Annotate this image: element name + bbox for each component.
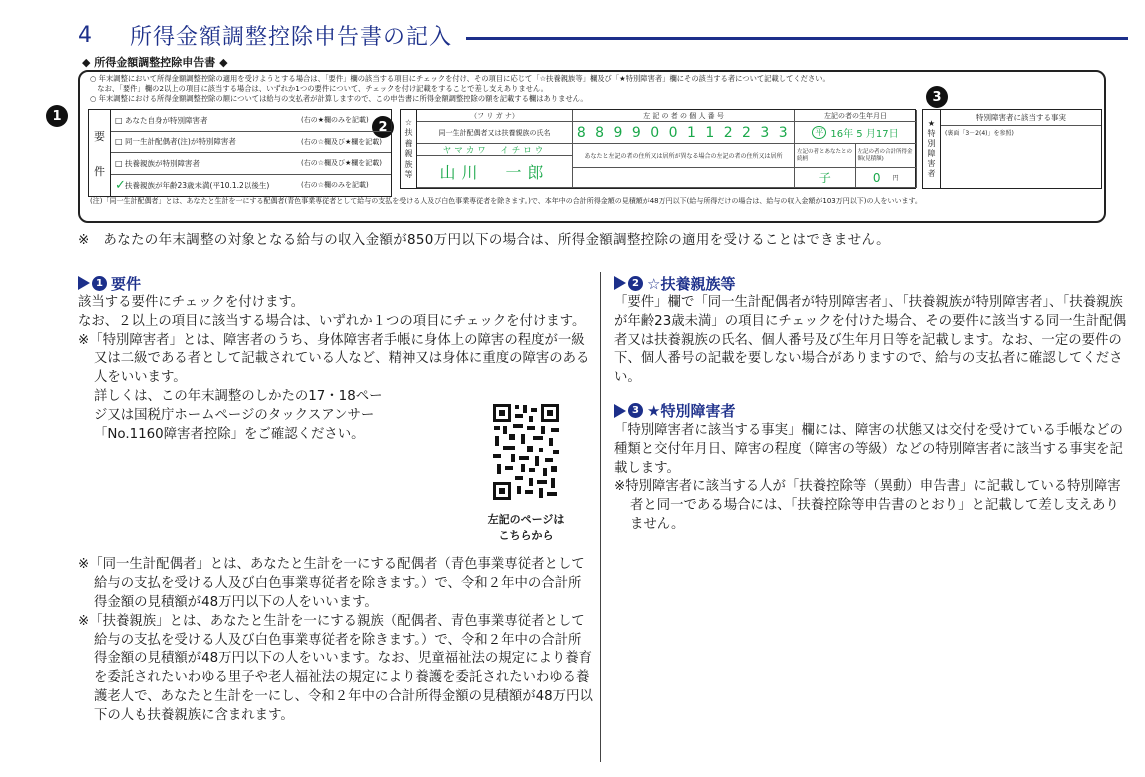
left-column [78, 272, 593, 726]
address-field[interactable] [573, 168, 795, 188]
triangle-icon [614, 404, 626, 418]
dependents-label-char: 扶 [404, 128, 413, 137]
name-header: 同一生計配偶者又は扶養親族の氏名 [417, 122, 573, 144]
dependents-label-char: 養 [404, 138, 413, 148]
requirement-row-dependent-under-23[interactable] [111, 175, 391, 197]
circle-two-icon: 2 [628, 276, 643, 291]
triangle-icon [78, 276, 90, 290]
qr-code-icon[interactable] [491, 402, 561, 502]
paragraph: 「要件」欄で「同一生計配偶者が特別障害者」、「扶養親族が特別障害者」、「扶養親族が年齢23歳未満」の項目にチェックを付けた場合、その要件に該当する同一生計配偶者又は扶養親族の氏名、個人番号及び生年月日等を記載します。なお、一定の要件の下、個人番号の記載を要しない場合がありますので、給与の支払者に確認してください。 [614, 295, 1127, 386]
checkmark-icon[interactable]: ✓ [115, 177, 126, 193]
income-cell [856, 171, 917, 185]
requirement-note: (右の☆欄及び★欄を記載) [301, 137, 383, 146]
marker-one-icon: 1 [46, 105, 68, 127]
income-value: 0 [872, 170, 881, 185]
address-header: あなたと左記の者の住所又は居所が異なる場合の左記の者の住所又は居所 [573, 144, 795, 168]
dependents-label-char: 等 [404, 170, 413, 179]
details-line: 「No.1160障害者控除」をご確認ください。 [94, 426, 365, 442]
dependents-label-char: 族 [404, 159, 413, 169]
circle-one-icon: 1 [92, 276, 107, 291]
furigana-field[interactable]: ヤマカワ イチロウ [417, 144, 573, 156]
qr-caption [476, 512, 576, 544]
note-special-disabled-same: ※特別障害者に該当する人が「扶養控除等（異動）申告書」に記載している特別障害者と同一である場合には、「扶養控除等申告書のとおり」と記載して差し支えありません。 [614, 479, 1121, 532]
relation-value: 子 [795, 168, 856, 187]
checkbox-icon[interactable]: □ [115, 115, 123, 125]
requirements-label-char: 件 [94, 164, 105, 178]
furigana-header: （フ リ ガ ナ） [417, 110, 573, 122]
income-unit: 円 [892, 175, 899, 182]
income-header: 左記の者の合計所得金額(見積額) [857, 148, 913, 162]
column-divider [600, 272, 601, 762]
note-special-disabled: ※「特別障害者」とは、障害者のうち、身体障害者手帳に身体上の障害の程度が一級又は二級である者として記載されている人など、精神又は身体に重度の障害のある人をいいます。 [78, 332, 590, 386]
section-header [78, 18, 1128, 52]
dependents-label-char: 親 [404, 149, 413, 158]
special-disabled-label [923, 110, 941, 188]
requirement-text: 扶養親族が特別障害者 [125, 158, 200, 168]
special-label-char: ★ [927, 119, 936, 128]
heading-text: ★特別障害者 [647, 402, 736, 421]
special-label-char: 別 [927, 139, 936, 148]
qr-caption-line: 左記のページは [487, 513, 565, 526]
details-line: 詳しくは、この年末調整のしかたの17・18ペー [94, 388, 383, 404]
header-rule [466, 37, 1128, 40]
heading-requirements [78, 272, 593, 294]
birth-era: 平 [812, 126, 826, 139]
paragraph: なお、２以上の項目に該当する場合は、いずれか１つの項目にチェックを付けます。 [78, 313, 586, 329]
relation-header: 左記の者とあなたとの続柄 [795, 144, 856, 167]
requirement-row-self-special-disabled[interactable] [111, 110, 391, 132]
relation-income-header [795, 144, 917, 168]
marker-three-icon: 3 [926, 86, 948, 108]
mynumber-field[interactable]: 8 8 9 9 0 0 1 1 2 2 3 3 [573, 122, 795, 144]
special-label-char: 特 [927, 129, 936, 138]
form-note: ○ 年末調整において所得金額調整控除の適用を受けようとする場合は、「要件」欄の該当する項目にチェックを付け、その項目に応じて「☆扶養親族等」欄及び「★特別障害者」欄にその該当する者について記載してください。 [90, 74, 830, 83]
marker-two-icon: 2 [372, 116, 394, 138]
right-column [614, 272, 1129, 535]
details-line: ジ又は国税庁ホームページのタックスアンサー [94, 407, 375, 423]
special-label-char: 者 [927, 169, 936, 178]
requirement-note: (右の☆欄及び★欄を記載) [301, 159, 383, 168]
qr-caption-line: こちらから [498, 529, 554, 542]
birth-header: 左記の者の生年月日 [795, 110, 917, 122]
special-disabled-box [922, 109, 1102, 189]
requirement-note: (右の★欄のみを記載) [301, 116, 369, 125]
requirement-row-spouse-special-disabled[interactable] [111, 132, 391, 154]
special-facts-note: (裏面「3－2(4)」を参照) [945, 130, 1014, 137]
requirement-text: あなた自身が特別障害者 [125, 115, 208, 125]
dependent-name-field[interactable]: 山川 一郎 [417, 156, 573, 188]
heading-special-disabled [614, 400, 1129, 422]
requirement-row-dependent-special-disabled[interactable] [111, 153, 391, 175]
form-label: ◆ 所得金額調整控除申告書 ◆ [82, 56, 228, 69]
paragraph: 該当する要件にチェックを付けます。 [78, 295, 305, 310]
birth-date-field[interactable] [795, 122, 917, 144]
adjustment-deduction-form [78, 70, 1106, 223]
special-facts-header: 特別障害者に該当する事実 [941, 110, 1101, 126]
relation-income-field[interactable] [795, 168, 917, 188]
note-same-livelihood-spouse: ※「同一生計配偶者」とは、あなたと生計を一にする配偶者（青色事業専従者として給与の支払を受ける人及び白色事業専従者を除きます。）で、令和２年中の合計所得金額の見積額が48万円以下の人をいいます。 [78, 557, 585, 610]
dependents-box [400, 109, 916, 189]
birth-date: 16年 5 月17日 [830, 129, 899, 140]
heading-text: ☆扶養親族等 [647, 274, 736, 293]
income-caution-note: ※ あなたの年末調整の対象となる給与の収入金額が850万円以下の場合は、所得金額調整控除の適用を受けることはできません。 [78, 232, 890, 248]
form-note: なお、「要件」欄の2以上の項目に該当する場合は、いずれか1つの要件について、チェックを付け記載をすることで差し支えありません。 [90, 84, 548, 93]
form-footnote: (注)「同一生計配偶者」とは、あなたと生計を一にする配偶者(青色事業専従者として給与の支払を受ける人及び白色事業専従者を除きます。)で、本年中の合計所得金額の見積額が48万円以下(給与所得だけの場合は、給与の収入金額が103万円以下)の人をいいます。 [90, 197, 922, 205]
form-note: ○ 年末調整における所得金額調整控除の額については給与の支払者が計算しますので、この申告書に所得金額調整控除の額を記載する欄はありません。 [90, 94, 588, 103]
checkbox-icon[interactable]: □ [115, 137, 123, 147]
triangle-icon [614, 276, 626, 290]
requirements-label-char: 要 [94, 129, 105, 143]
requirements-label [89, 110, 111, 196]
checkbox-icon[interactable]: □ [115, 158, 123, 168]
special-label-char: 障 [927, 149, 936, 158]
dependents-label-char: ☆ [404, 117, 413, 127]
dependents-label [401, 110, 417, 188]
requirement-text: 同一生計配偶者(注)が特別障害者 [125, 137, 236, 147]
special-label-char: 害 [927, 159, 936, 168]
requirement-text: 扶養親族が年齢23歳未満(平10.1.2以後生) [125, 180, 270, 190]
form-notes [90, 74, 830, 104]
requirement-note: (右の☆欄のみを記載) [301, 181, 369, 190]
note-dependents: ※「扶養親族」とは、あなたと生計を一にする親族（配偶者、青色事業専従者として給与の支払を受ける人及び白色事業専従者を除きます。）で、令和２年中の合計所得金額の見積額が48万円以下の人をいいます。なお、児童福祉法の規定により養育を委託されたいわゆる里子や老人福祉法の規定により養護を委託されたいわゆる養護老人で、あなたと生計を一にし、令和２年中の合計所得金額の見積額が48万円以下の人も扶養親族に含まれます。 [78, 613, 593, 723]
heading-text: 要件 [111, 274, 142, 293]
qr-block [476, 402, 576, 544]
mynumber-header: 左 記 の 者 の 個 人 番 号 [573, 110, 795, 122]
section-number: 4 [78, 22, 92, 48]
requirements-box [88, 109, 392, 197]
paragraph: 「特別障害者に該当する事実」欄には、障害の状態又は交付を受けている手帳などの種類と交付年月日、障害の程度（障害の等級）などの特別障害者に該当する事実を記載します。 [614, 422, 1123, 476]
circle-three-icon: 3 [628, 403, 643, 418]
section-title: 所得金額調整控除申告書の記入 [130, 24, 453, 50]
heading-dependents [614, 272, 1129, 294]
